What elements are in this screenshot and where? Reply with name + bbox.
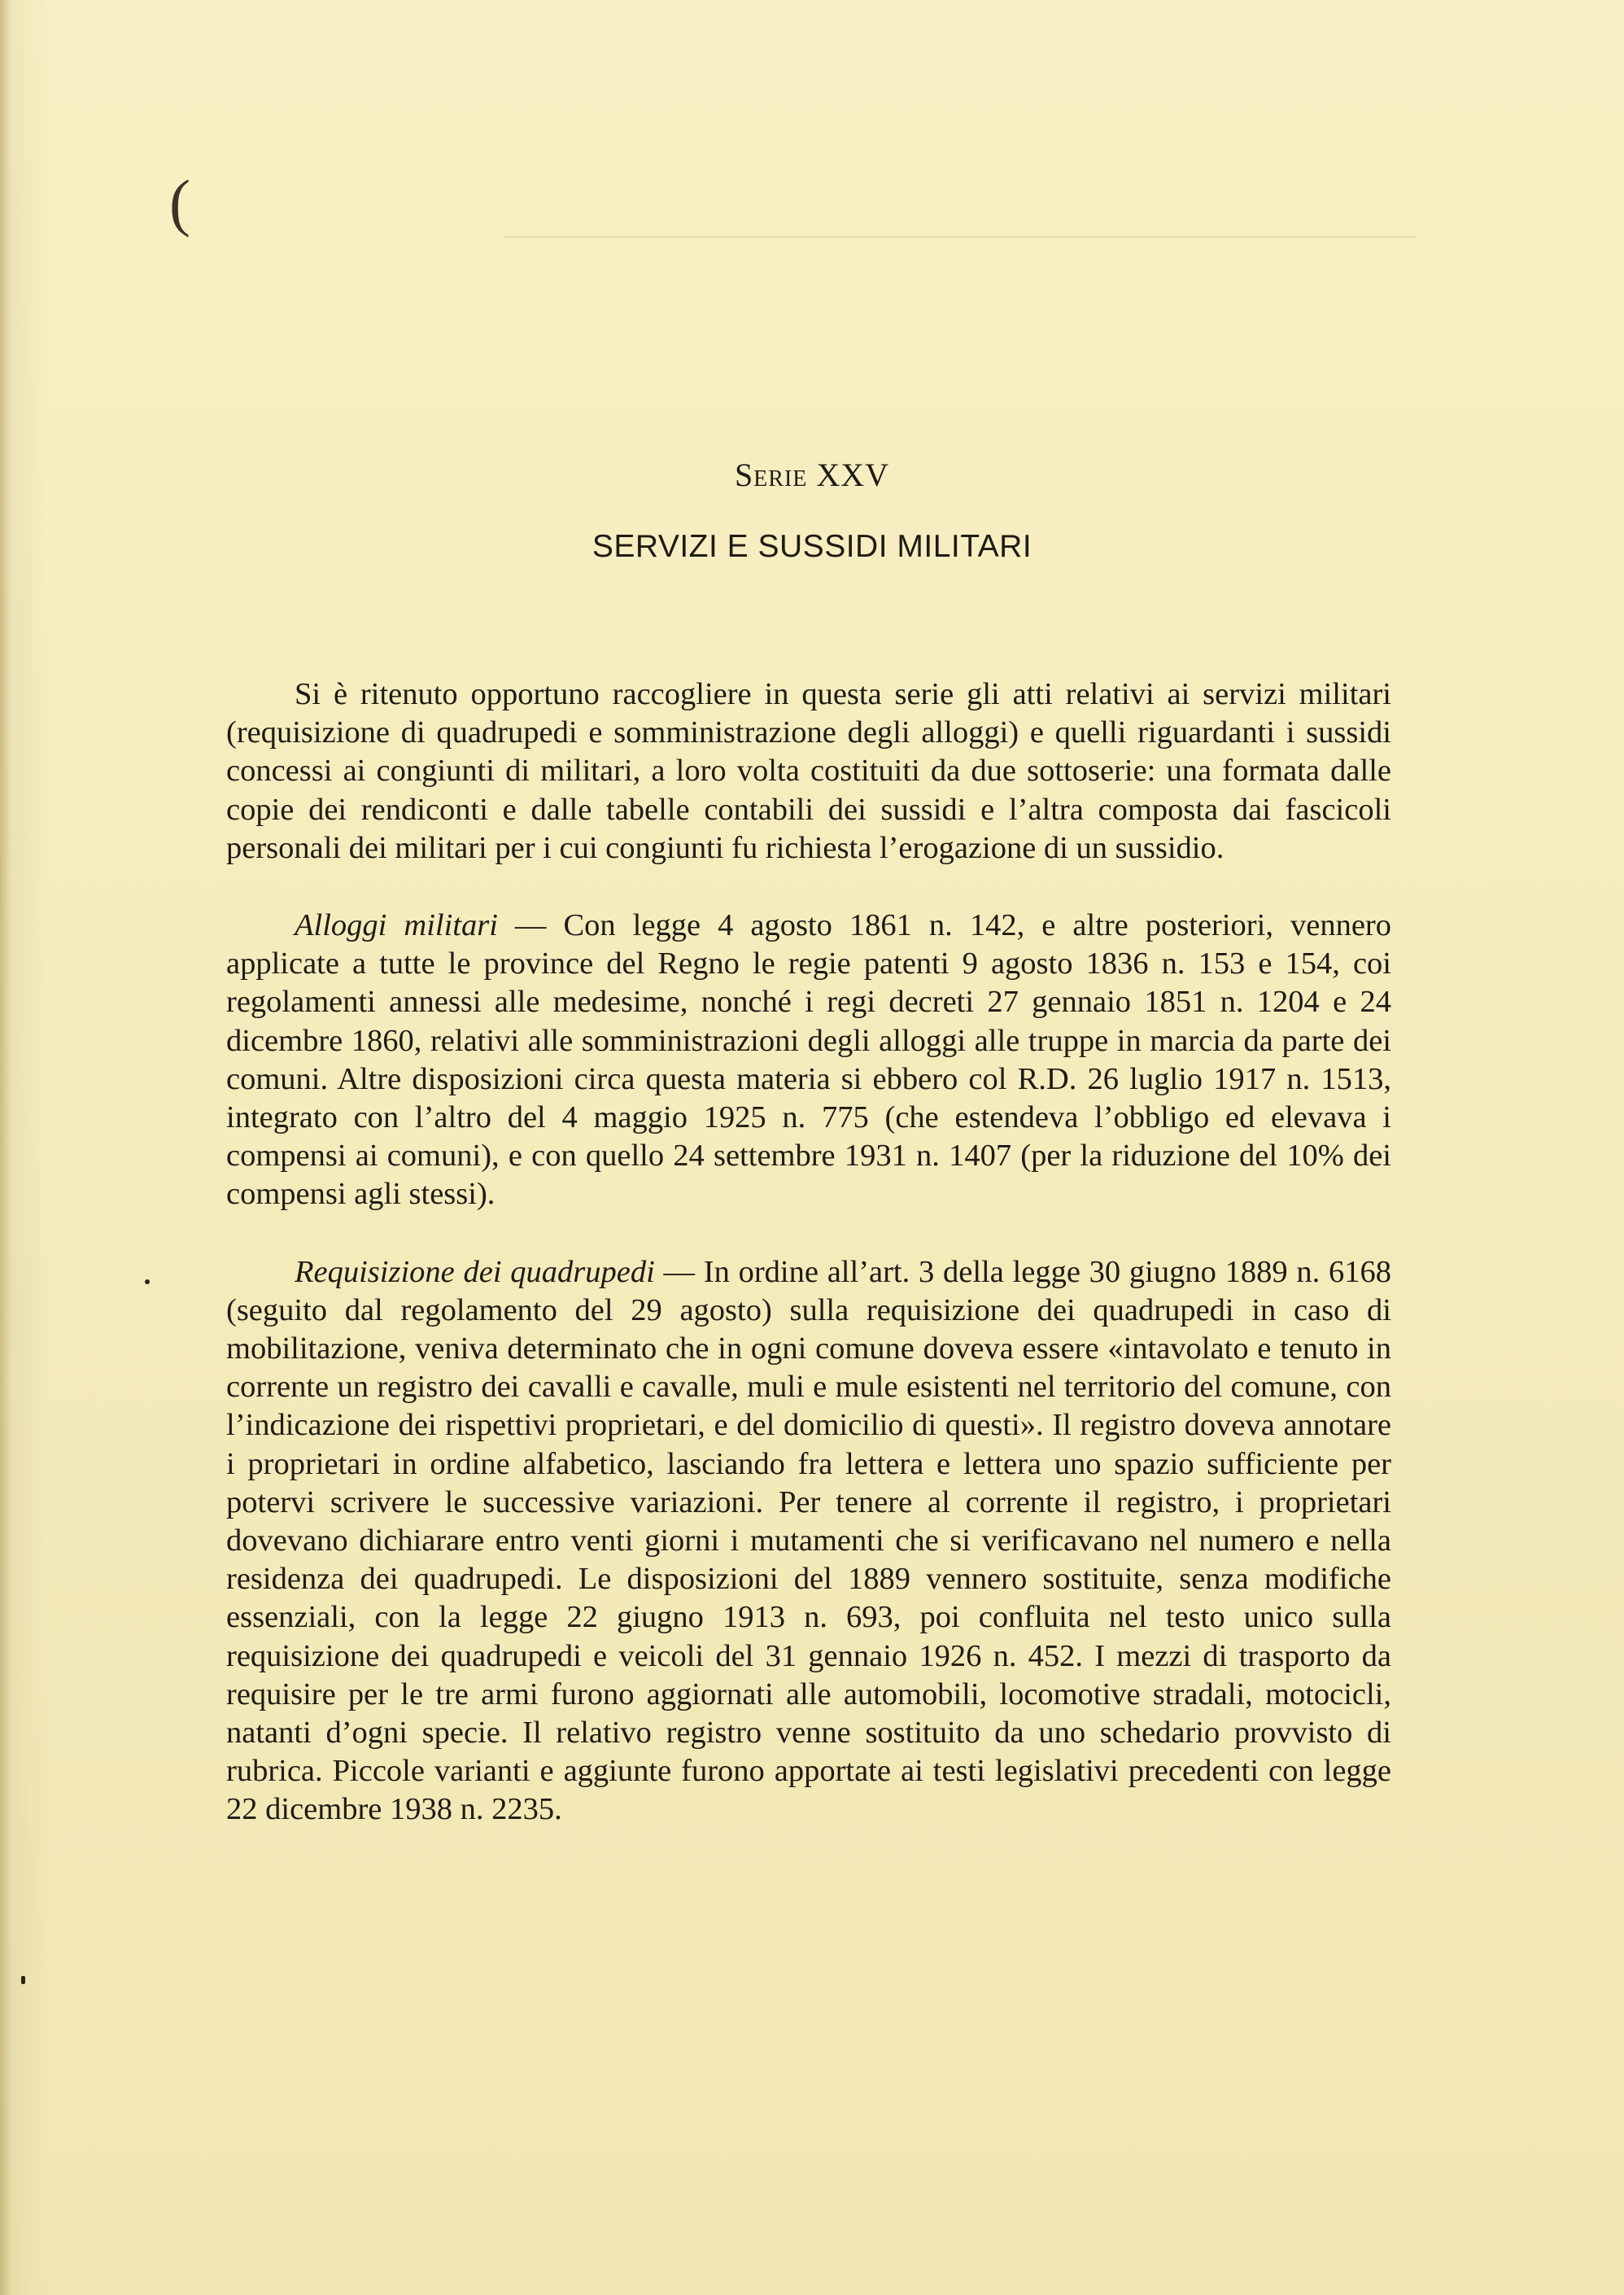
paragraph-alloggi bbox=[226, 907, 1391, 1214]
paragraph-intro-text: Si è ritenuto opportuno raccogliere in questa serie gli atti relativi ai servizi militari (requisizione di quadrupedi e somministrazione degli alloggi) e quelli riguardanti i sussidi concessi ai congiunti di militari, a loro volta costituiti da due sottoserie: una formata dalle copie dei rendiconti e dalle tabelle contabili dei sussidi e l’altra composta dai fascicoli personali dei militari per i cui congiunti fu richiesta l’erogazione di un sussidio. bbox=[226, 677, 1391, 865]
paragraph-alloggi-lead: Alloggi militari bbox=[295, 908, 498, 943]
bleed-through-rule bbox=[504, 236, 1416, 238]
paragraph-intro bbox=[226, 675, 1391, 868]
paragraph-requisizione-text: — In ordine all’art. 3 della legge 30 giugno 1889 n. 6168 (seguito dal regolamento del 29 agosto) sulla requisizione dei quadrupedi in caso di mobilitazione, veniva determinato che in ogni comune doveva essere «intavolato e tenuto in corrente un registro dei cavalli e cavalle, muli e mule esistenti nel territorio del comune, con l’indicazione dei rispettivi proprietari, e del domicilio di questi». Il registro doveva annotare i proprietari in ordine alfabetico, lasciando fra lettera e lettera uno spazio sufficiente per potervi scrivere le successive variazioni. Per tenere al corrente il registro, i proprietari dovevano dichiarare entro venti giorni i mutamenti che si verificavano nel numero e nella residenza dei quadrupedi. Le disposizioni del 1889 vennero sostituite, senza modifiche essenziali, con la legge 22 giugno 1913 n. 693, poi confluita nel testo unico sulla requisizione dei quadrupedi e veicoli del 31 gennaio 1926 n. 452. I mezzi di trasporto da requisire per le tre armi furono aggiornati alle automobili, locomotive stradali, motocicli, natanti d’ogni specie. Il relativo registro venne sostituito da uno schedario provvisto di rubrica. Piccole varianti e aggiunte furono apportate ai testi legislativi precedenti con legge 22 dicembre 1938 n. 2235. bbox=[226, 1254, 1391, 1827]
series-title: SERVIZI E SUSSIDI MILITARI bbox=[592, 529, 1032, 564]
paragraph-requisizione bbox=[226, 1253, 1391, 1829]
paragraph-requisizione-lead: Requisizione dei quadrupedi bbox=[295, 1254, 655, 1289]
margin-parenthesis-mark: ( bbox=[169, 167, 190, 238]
page-edge-shadow bbox=[0, 0, 11, 2295]
body-text bbox=[226, 675, 1391, 1869]
paragraph-alloggi-text: — Con legge 4 agosto 1861 n. 142, e altre posteriori, vennero applicate a tutte le province del Regno le regie patenti 9 agosto 1836 n. 153 e 154, coi regolamenti annessi alle medesime, nonché i regi decreti 27 gennaio 1851 n. 1204 e 24 dicembre 1860, relativi alle somministrazioni degli alloggi alle truppe in marcia da parte dei comuni. Altre disposizioni circa questa materia si ebbero col R.D. 26 luglio 1917 n. 1513, integrato con l’altro del 4 maggio 1925 n. 775 (che estendeva l’obbligo ed elevava i compensi ai comuni), e con quello 24 settembre 1931 n. 1407 (per la riduzione del 10% dei compensi agli stessi). bbox=[226, 908, 1391, 1212]
series-label: Serie XXV bbox=[734, 457, 890, 493]
edge-tick-mark bbox=[21, 1976, 25, 1984]
margin-dot-mark bbox=[145, 1279, 150, 1284]
